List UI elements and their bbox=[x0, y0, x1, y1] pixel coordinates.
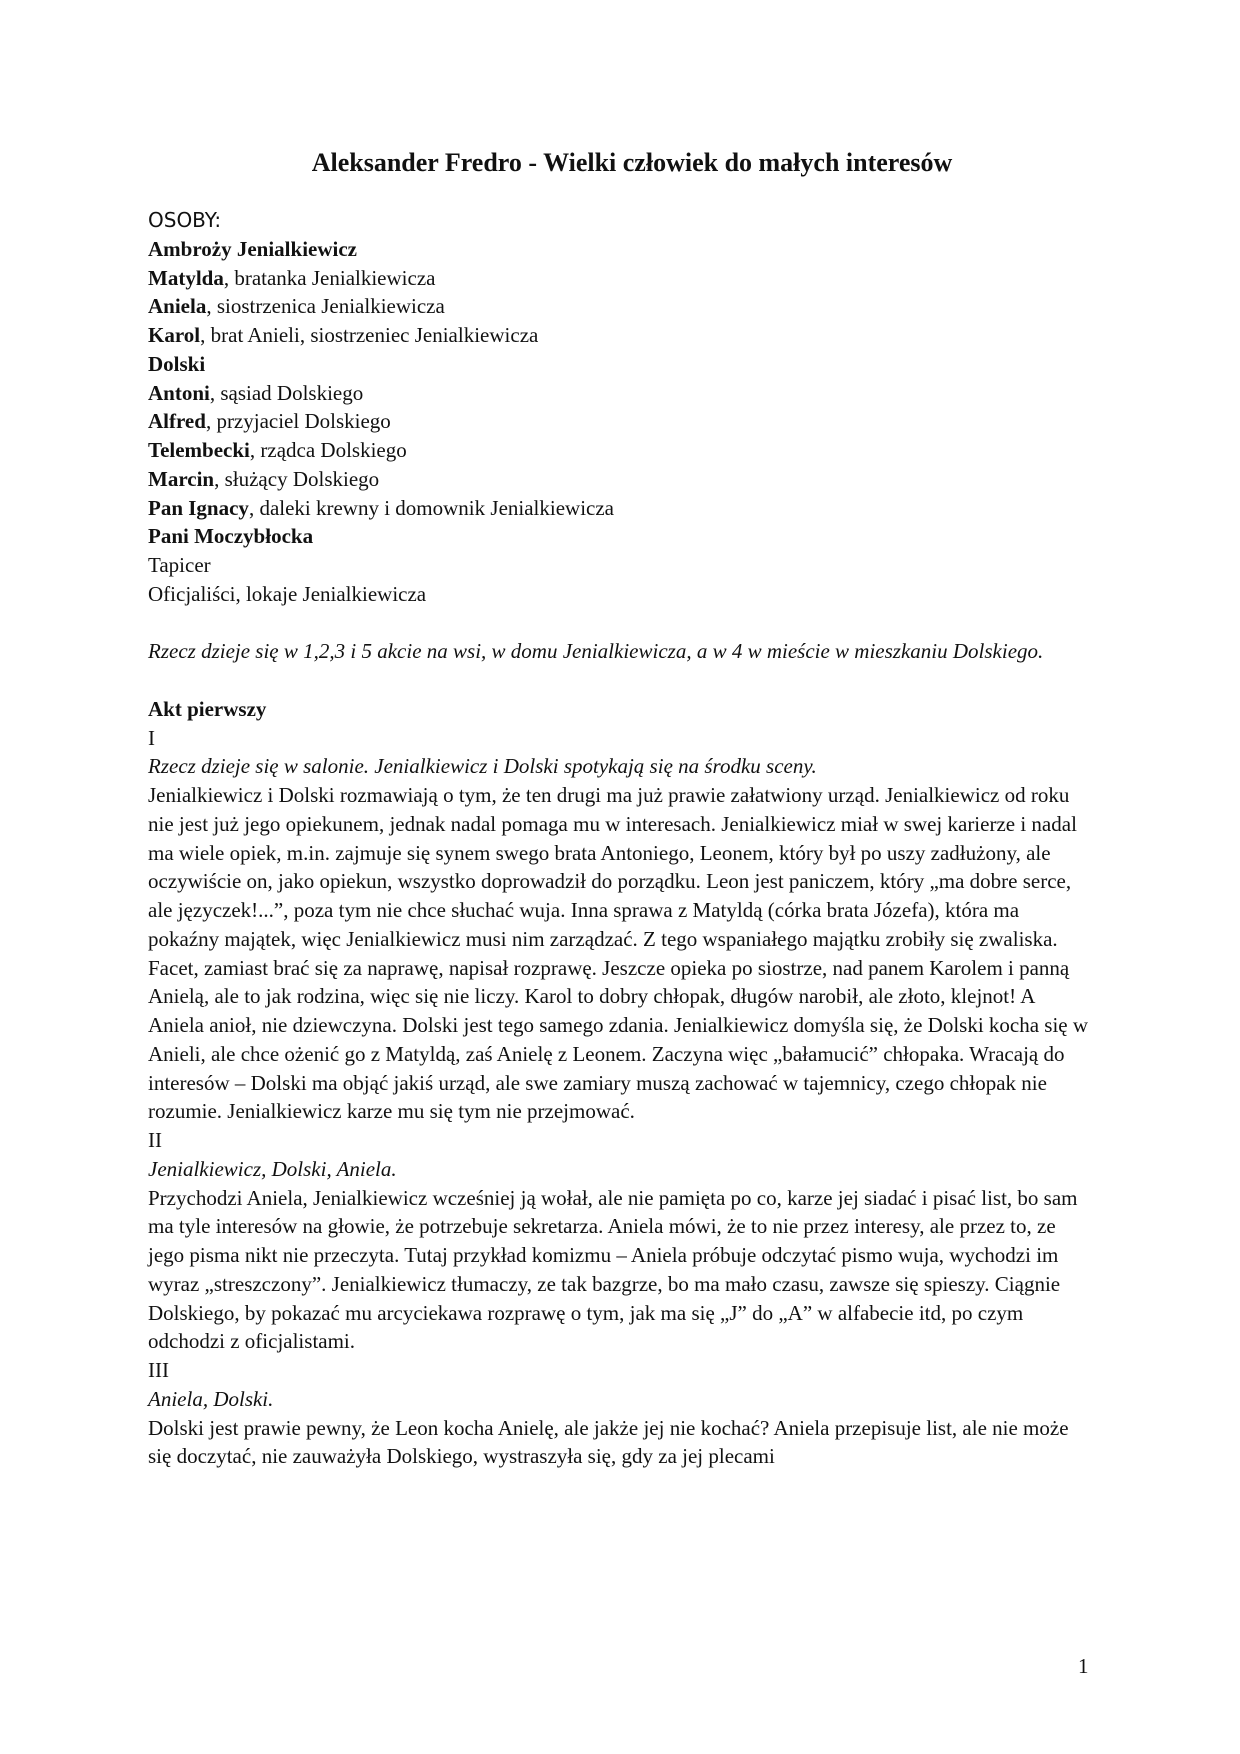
cast-description: , siostrzenica Jenialkiewicza bbox=[206, 294, 445, 319]
cast-description: , przyjaciel Dolskiego bbox=[205, 409, 391, 434]
cast-description: , służący Dolskiego bbox=[214, 466, 380, 491]
cast-item bbox=[148, 321, 1092, 350]
scene-number: II bbox=[148, 1128, 162, 1152]
cast-name: Aniela bbox=[148, 294, 207, 319]
scene-number: III bbox=[148, 1358, 169, 1382]
cast-name: Pan Ignacy bbox=[148, 495, 249, 520]
cast-item bbox=[148, 522, 1092, 551]
document-title: Aleksander Fredro - Wielki człowiek do małych interesów bbox=[311, 148, 953, 177]
scene-summary: Dolski jest prawie pewny, że Leon kocha Anielę, ale jakże jej nie kochać? Aniela przepisuje list, ale nie może się doczytać, nie zauważyła Dolskiego, wystraszyła się, gdy za jej plecami bbox=[148, 1415, 1069, 1469]
cast-description: , rządca Dolskiego bbox=[249, 438, 407, 462]
cast-description: , bratanka Jenialkiewicza bbox=[223, 265, 436, 290]
cast-name: Pani Moczybłocka bbox=[148, 524, 314, 549]
cast-heading: OSOBY: bbox=[148, 208, 222, 232]
spacer bbox=[148, 609, 1092, 638]
act-title: Akt pierwszy bbox=[148, 696, 267, 721]
cast-name: Karol bbox=[148, 323, 201, 347]
cast-description: , brat Anieli, siostrzeniec Jenialkiewicza bbox=[200, 323, 539, 347]
cast-item bbox=[148, 494, 1092, 523]
cast-item bbox=[148, 235, 1092, 264]
scene-summary: Przychodzi Aniela, Jenialkiewicz wcześniej ją wołał, ale nie pamięta po co, karze jej siadać i pisać list, bo sam ma tyle interesów na głowie, że potrzebuje sekretarza. Aniela mówi, że to nie przez interesy, ale przez to, ze jego pisma nikt nie przeczyta. Tutaj przykład komizmu – Aniela próbuje odczytać pismo wuja, wychodzi im wyraz „streszczony”. Jenialkiewicz tłumaczy, ze tak bazgrze, bo ma mało czasu, zawsze się spieszy. Ciągnie Dolskiego, by pokazać mu arcyciekawa rozprawę o tym, jak ma się „J” do „A” w alfabecie itd, po czym odchodzi z oficjalistami. bbox=[148, 1185, 1078, 1354]
setting-note: Rzecz dzieje się w 1,2,3 i 5 akcie na wsi, w domu Jenialkiewicza, a w 4 w mieście w mieszkaniu Dolskiego. bbox=[148, 639, 1044, 664]
cast-item bbox=[148, 264, 1092, 293]
spacer bbox=[148, 666, 1092, 695]
cast-list bbox=[148, 235, 1092, 551]
cast-extra-item: Tapicer bbox=[148, 553, 211, 577]
stage-direction: Rzecz dzieje się w salonie. Jenialkiewicz i Dolski spotykają się na środku sceny. bbox=[148, 754, 817, 779]
document-body bbox=[148, 146, 1092, 1471]
cast-item bbox=[148, 465, 1092, 494]
page-number: 1 bbox=[1078, 1654, 1089, 1678]
cast-item bbox=[148, 379, 1092, 408]
cast-name: Alfred bbox=[148, 409, 206, 434]
cast-name: Matylda bbox=[148, 265, 224, 290]
cast-description: , sąsiad Dolskiego bbox=[209, 380, 364, 405]
cast-item bbox=[148, 436, 1092, 465]
cast-name: Telembecki bbox=[148, 438, 250, 462]
cast-item bbox=[148, 407, 1092, 436]
cast-name: Dolski bbox=[148, 351, 206, 376]
cast-description: , daleki krewny i domownik Jenialkiewicza bbox=[248, 495, 614, 520]
stage-direction: Jenialkiewicz, Dolski, Aniela. bbox=[148, 1156, 397, 1181]
cast-item bbox=[148, 292, 1092, 321]
scene-summary: Jenialkiewicz i Dolski rozmawiają o tym, że ten drugi ma już prawie załatwiony urząd. Jenialkiewicz od roku nie jest już jego opiekunem, jednak nadal pomaga mu w interesach. Jenialkiewicz miał w swej karierze i nadal ma wiele opiek, m.in. zajmuje się synem swego brata Antoniego, Leonem, który był po uszy zadłużony, ale oczywiście on, jako opiekun, wszystko doprowadził do porządku. Leon jest paniczem, który „ma dobre serce, ale języczek!...”, poza tym nie chce słuchać wuja. Inna sprawa z Matyldą (córka brata Józefa), która ma pokaźny majątek, więc Jenialkiewicz musi nim zarządzać. Z tego wspaniałego majątku zrobiły się zwaliska. Facet, zamiast brać się za naprawę, napisał rozprawę. Jeszcze opieka po siostrze, nad panem Karolem i panną Anielą, ale to jak rodzina, więc się nie liczy. Karol to dobry chłopak, długów narobił, ale złoto, klejnot! A Aniela anioł, nie dziewczyna. Dolski jest tego samego zdania. Jenialkiewicz domyśla się, że Dolski kocha się w Anieli, ale chce ożenić go z Matyldą, zaś Anielę z Leonem. Zaczyna więc „bałamucić” chłopaka. Wracają do interesów – Dolski ma objąć jakiś urząd, ale swe zamiary muszą zachować w tajemnicy, czego chłopak nie rozumie. Jenialkiewicz karze mu się tym nie przejmować. bbox=[148, 783, 1089, 1124]
stage-direction: Aniela, Dolski. bbox=[148, 1386, 274, 1411]
cast-extra-item: Oficjaliści, lokaje Jenialkiewicza bbox=[148, 581, 427, 606]
scene-number: I bbox=[148, 725, 155, 750]
cast-name: Ambroży Jenialkiewicz bbox=[148, 236, 357, 261]
cast-name: Antoni bbox=[148, 380, 210, 405]
cast-name: Marcin bbox=[148, 466, 215, 491]
cast-item bbox=[148, 350, 1092, 379]
